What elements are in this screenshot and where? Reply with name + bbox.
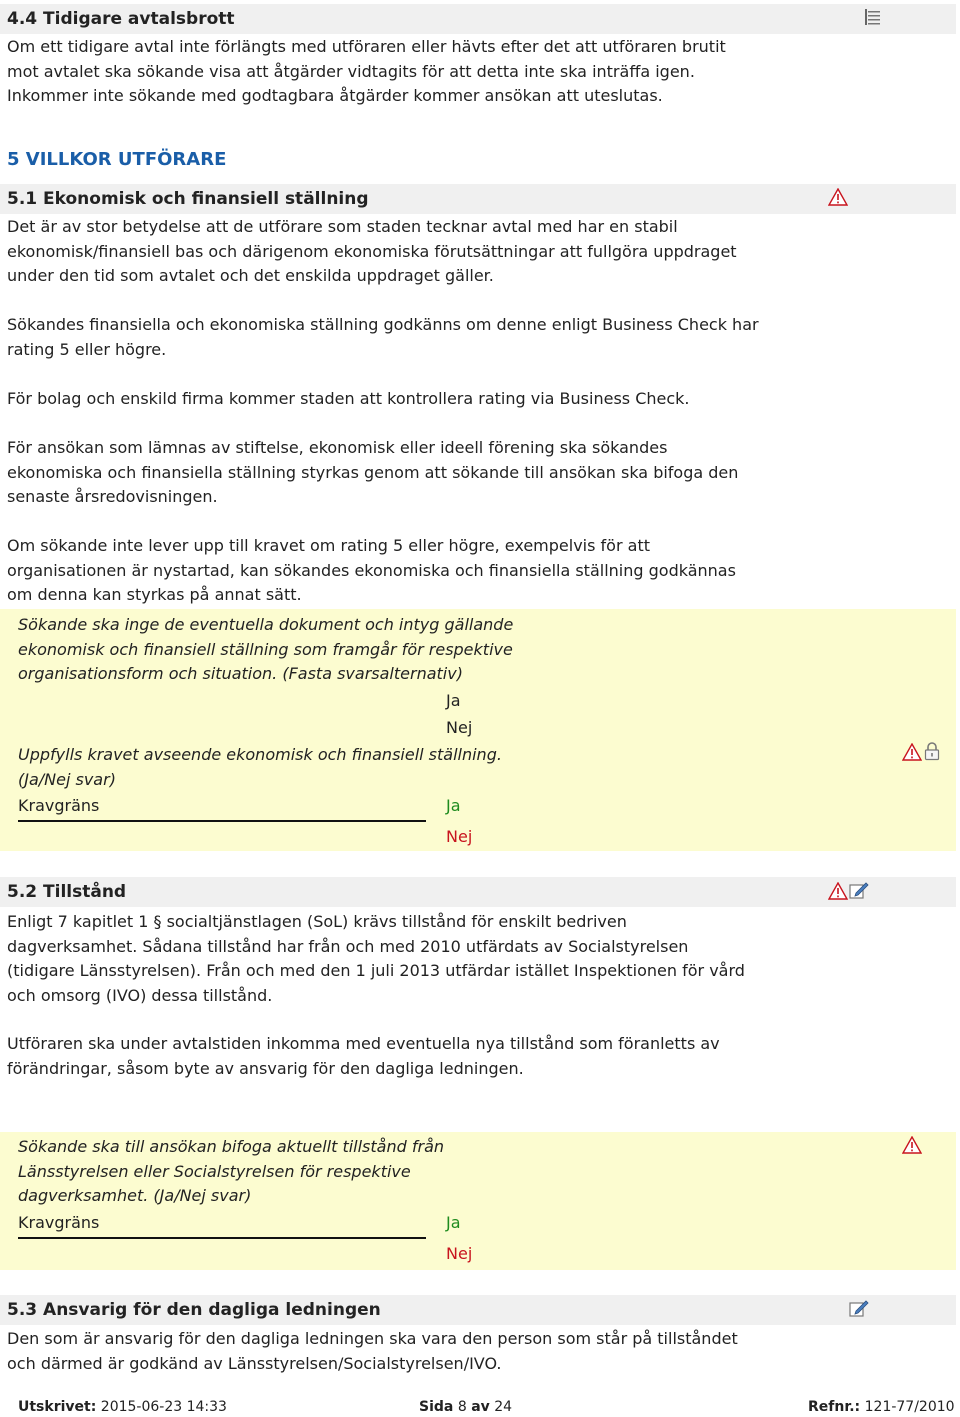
lock-icon[interactable] [924,741,940,761]
section-header-4-4 [0,4,956,34]
section-title: 5.3 Ansvarig för den dagliga ledningen [7,1300,381,1320]
footer-ref: Refnr.: 121-77/2010 [808,1399,955,1415]
sec51-para4: För ansökan som lämnas av stiftelse, ekonomisk eller ideell förening ska sökandes ekonomiska och finansiella ställning styrkas genom att sökande till ansökan ska bifoga den senaste årsredovisningen. [7,438,739,506]
answer-option-nej[interactable]: Nej [446,718,473,737]
footer-printed: Utskrivet: 2015-06-23 14:33 [18,1399,227,1415]
sec51-para5: Om sökande inte lever upp till kravet om rating 5 eller högre, exempelvis för att organisationen är nystartad, kan sökandes ekonomiska och finansiella ställning godkännas om denna kan styrkas på annat sätt. [7,536,736,604]
kravgrans-label: Kravgräns [18,796,100,815]
sec51-para3: För bolag och enskild firma kommer staden att kontrollera rating via Business Check. [7,389,690,408]
warning-icon[interactable] [828,882,848,900]
section-title: 4.4 Tidigare avtalsbrott [7,9,235,29]
kravgrans-ja[interactable]: Ja [446,1213,461,1232]
kravgrans-line [18,820,426,822]
question-text: Uppfylls kravet avseende ekonomisk och finansiell ställning. (Ja/Nej svar) [18,745,502,789]
warning-icon[interactable] [828,188,848,206]
kravgrans-nej[interactable]: Nej [446,827,473,846]
sec52-para2: Utföraren ska under avtalstiden inkomma med eventuella nya tillstånd som föranletts av förändringar, såsom byte av ansvarig för den dagliga ledningen. [7,1034,720,1078]
sec51-para1: Det är av stor betydelse att de utförare som staden tecknar avtal med har en stabil ekonomisk/finansiell bas och därigenom ekonomiska förutsättningar att fullgöra uppdraget under den tid som avtalet och det enskilda uppdraget gäller. [7,217,737,285]
section-header-5-3 [0,1295,956,1325]
sec52-para1: Enligt 7 kapitlet 1 § socialtjänstlagen (SoL) krävs tillstånd för enskilt bedriven dagverksamhet. Sådana tillstånd har från och med 2010 utfärdats av Socialstyrelsen (tidigare Länsstyrelsen). Från och med den 1 juli 2013 utfärdar istället Inspektionen för vård och omsorg (IVO) dessa tillstånd. [7,912,745,1005]
section-title: 5.2 Tillstånd [7,882,127,902]
section-header-5-1 [0,184,956,214]
footer-page: Sida 8 av 24 [419,1399,513,1415]
section-header-5-2 [0,877,956,907]
section-title: 5.1 Ekonomisk och finansiell ställning [7,189,369,209]
kravgrans-line [18,1237,426,1239]
sec44-text: Om ett tidigare avtal inte förlängts med utföraren eller hävts efter det att utföraren brutit mot avtalet ska sökande visa att åtgärder vidtagits för att detta inte ska inträffa igen. Inkommer inte sökande med godtagbara åtgärder kommer ansökan att uteslutas. [7,37,726,105]
warning-icon[interactable] [902,743,922,761]
sec51-para2: Sökandes finansiella och ekonomiska ställning godkänns om denne enligt Business Check har rating 5 eller högre. [7,315,759,359]
chapter-title: 5 VILLKOR UTFÖRARE [7,149,227,170]
list-icon[interactable] [864,8,882,26]
kravgrans-nej[interactable]: Nej [446,1244,473,1263]
answer-option-ja[interactable]: Ja [446,691,461,710]
edit-icon[interactable] [849,880,869,900]
kravgrans-label: Kravgräns [18,1213,100,1232]
question-text: Sökande ska till ansökan bifoga aktuellt tillstånd från Länsstyrelsen eller Socialstyrelsen för respektive dagverksamhet. (Ja/Nej svar) [18,1137,445,1205]
kravgrans-ja[interactable]: Ja [446,796,461,815]
sec53-text: Den som är ansvarig för den dagliga ledningen ska vara den person som står på tillståndet och därmed är godkänd av Länsstyrelsen/Socialstyrelsen/IVO. [7,1329,738,1373]
edit-icon[interactable] [849,1298,869,1318]
warning-icon[interactable] [902,1136,922,1154]
question-text: Sökande ska inge de eventuella dokument och intyg gällande ekonomisk och finansiell ställning som framgår för respektive organisationsform och situation. (Fasta svarsalternativ) [18,615,514,683]
